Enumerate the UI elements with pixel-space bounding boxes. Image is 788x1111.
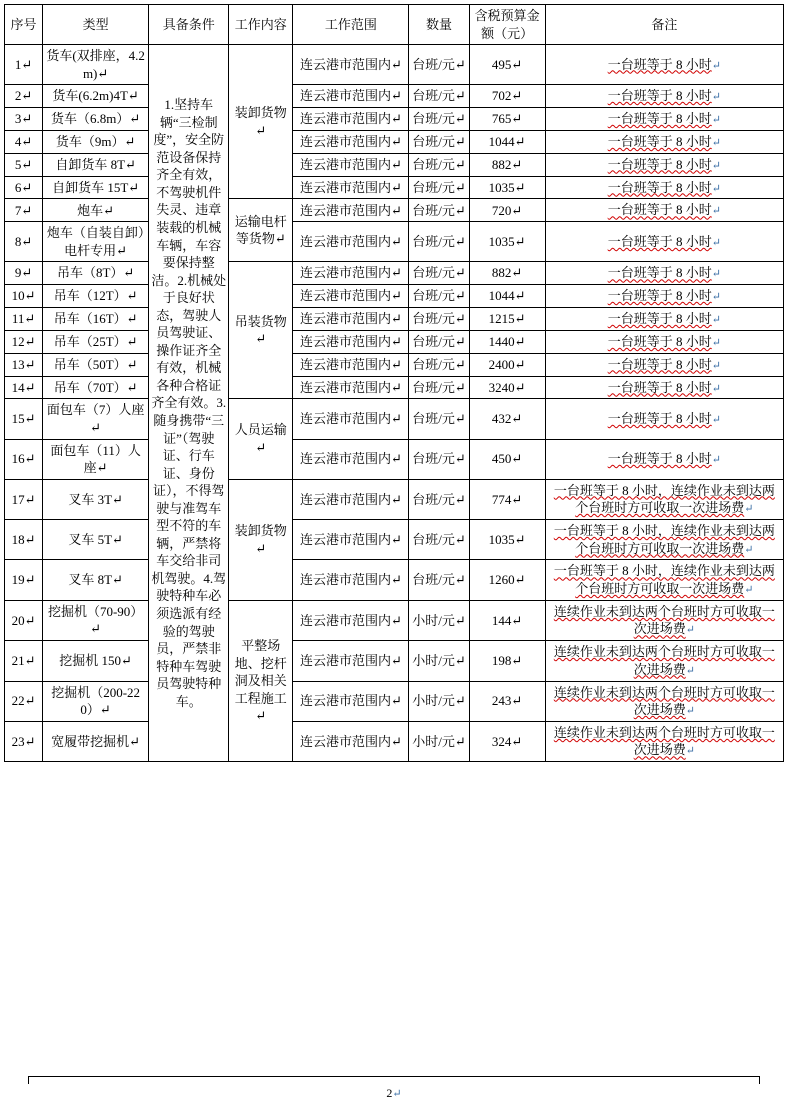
remark-text: 一台班等于 8 小时 [607,56,712,72]
cell-remark [545,600,783,640]
cell-amount: 198↵ [469,641,545,681]
cell-remark [545,353,783,376]
cell-quantity: 台班/元↵ [409,308,469,331]
cell-work-scope: 连云港市范围内↵ [293,330,409,353]
cell-quantity: 台班/元↵ [409,285,469,308]
cell-work-scope: 连云港市范围内↵ [293,85,409,108]
pilcrow-mark: ↵ [711,236,721,249]
table-row [5,330,784,353]
cell-quantity: 台班/元↵ [409,222,469,262]
cell-work-scope: 连云港市范围内↵ [293,681,409,721]
cell-amount: 1440↵ [469,330,545,353]
cell-work-scope: 连云港市范围内↵ [293,285,409,308]
cell-remark [545,285,783,308]
header-cell-work-scope: 工作范围 [293,5,409,45]
table-row [5,45,784,85]
cell-no: 6↵ [5,176,43,199]
remark-text: 一台班等于 8 小时 [607,379,712,395]
remark-text: 一台班等于 8 小时 [607,156,712,172]
table-row [5,222,784,262]
table-row [5,681,784,721]
remark-text: 一台班等于 8 小时 [607,111,712,127]
cell-amount: 1044↵ [469,285,545,308]
cell-amount: 765↵ [469,108,545,131]
cell-type: 吊车（25T）↵ [43,330,149,353]
header-cell-no: 序号 [5,5,43,45]
cell-remark [545,681,783,721]
cell-quantity: 台班/元↵ [409,176,469,199]
cell-work-scope: 连云港市范围内↵ [293,353,409,376]
remark-text: 一台班等于 8 小时 [607,133,712,149]
table-row [5,199,784,222]
cell-work-content: 运输电杆等货物↵ [229,199,293,262]
pilcrow-mark: ↵ [711,336,721,349]
cell-work-content: 吊装货物↵ [229,262,293,399]
cell-no: 10↵ [5,285,43,308]
cell-no: 20↵ [5,600,43,640]
cell-work-scope: 连云港市范围内↵ [293,721,409,761]
cell-type: 炮车（自装自卸）电杆专用↵ [43,222,149,262]
cell-type: 吊车（16T）↵ [43,308,149,331]
cell-work-scope: 连云港市范围内↵ [293,600,409,640]
table-row [5,85,784,108]
cell-work-scope: 连云港市范围内↵ [293,222,409,262]
cell-type: 货车(6.2m)4T↵ [43,85,149,108]
pilcrow-mark: ↵ [711,359,721,372]
table-row [5,376,784,399]
table-row [5,108,784,131]
cell-amount: 720↵ [469,199,545,222]
pilcrow-mark: ↵ [711,205,721,218]
cell-quantity: 台班/元↵ [409,519,469,559]
cell-no: 14↵ [5,376,43,399]
remark-text: 一台班等于 8 小时 [607,202,712,218]
cell-no: 22↵ [5,681,43,721]
cell-quantity: 台班/元↵ [409,330,469,353]
pilcrow-mark: ↵ [711,314,721,327]
cell-type: 货车（9m）↵ [43,130,149,153]
cell-quantity: 台班/元↵ [409,45,469,85]
header-cell-remark: 备注 [545,5,783,45]
cell-amount: 1035↵ [469,222,545,262]
remark-text: 一台班等于 8 小时 [607,265,712,281]
remark-text: 连续作业未到达两个台班时方可收取一次进场费 [553,644,775,677]
cell-type: 炮车↵ [43,199,149,222]
pilcrow-mark: ↵ [711,59,721,72]
cell-work-scope: 连云港市范围内↵ [293,108,409,131]
cell-no: 21↵ [5,641,43,681]
cell-no: 9↵ [5,262,43,285]
cell-work-scope: 连云港市范围内↵ [293,199,409,222]
pilcrow-mark: ↵ [711,382,721,395]
header-cell-work-content: 工作内容 [229,5,293,45]
remark-text: 连续作业未到达两个台班时方可收取一次进场费 [553,603,775,637]
cell-no: 7↵ [5,199,43,222]
pilcrow-mark: ↵ [711,291,721,304]
table-row [5,130,784,153]
cell-work-content: 人员运输↵ [229,399,293,479]
cell-type: 叉车 5T↵ [43,519,149,559]
table-row [5,641,784,681]
cell-amount: 450↵ [469,439,545,479]
cell-amount: 495↵ [469,45,545,85]
cell-remark [545,721,783,761]
page-footer [0,1086,788,1101]
cell-remark [545,85,783,108]
pilcrow-mark: ↵ [744,503,754,516]
cell-quantity: 小时/元↵ [409,721,469,761]
cell-remark [545,262,783,285]
table-row [5,353,784,376]
cell-amount: 2400↵ [469,353,545,376]
cell-remark [545,376,783,399]
cell-amount: 144↵ [469,600,545,640]
cell-remark [545,176,783,199]
cell-remark [545,439,783,479]
remark-text: 一台班等于 8 小时 [607,311,712,327]
table-row [5,560,784,600]
table-row [5,262,784,285]
cell-amount: 774↵ [469,479,545,519]
cell-remark [545,222,783,262]
cell-no: 8↵ [5,222,43,262]
cell-work-scope: 连云港市范围内↵ [293,45,409,85]
cell-quantity: 台班/元↵ [409,108,469,131]
table-row [5,285,784,308]
pilcrow-mark: ↵ [711,159,721,172]
table-row [5,176,784,199]
cell-quantity: 台班/元↵ [409,153,469,176]
cell-work-content: 装卸货物↵ [229,45,293,199]
pilcrow-mark: ↵ [711,414,721,427]
equipment-price-table [4,4,784,762]
cell-quantity: 小时/元↵ [409,641,469,681]
cell-no: 23↵ [5,721,43,761]
cell-type: 面包车（11）人座↵ [43,439,149,479]
cell-amount: 702↵ [469,85,545,108]
remark-text: 一台班等于 8 小时，连续作业未到达两个台班时方可收取一次进场费 [553,522,775,556]
cell-conditions: 1.坚持车辆“三检制度”，安全防范设备保持齐全有效，不驾驶机件失灵、违章装载的机械车辆，车容要保持整洁。2.机械处于良好状态，驾驶人员驾驶证、操作证齐全有效，机械各种合格证齐全有效。3.随身携带“三证”（驾驶证、行车证、身份证），不得驾驶与准驾车型不符的车辆，严禁将车交给非司机驾驶。4.驾驶特种车必须选派有经验的驾驶员，严禁非特种车驾驶员驾驶特种车。 [149,45,229,762]
cell-type: 货车（6.8m）↵ [43,108,149,131]
pilcrow-mark: ↵ [685,745,695,758]
remark-text: 一台班等于 8 小时 [607,356,712,372]
cell-work-scope: 连云港市范围内↵ [293,641,409,681]
table-row [5,399,784,439]
header-cell-quantity: 数量 [409,5,469,45]
cell-amount: 324↵ [469,721,545,761]
cell-no: 5↵ [5,153,43,176]
cell-type: 吊车（12T）↵ [43,285,149,308]
cell-quantity: 台班/元↵ [409,479,469,519]
cell-remark [545,519,783,559]
table-row [5,600,784,640]
cell-amount: 882↵ [469,153,545,176]
pilcrow-mark: ↵ [711,114,721,127]
cell-work-scope: 连云港市范围内↵ [293,308,409,331]
cell-work-scope: 连云港市范围内↵ [293,399,409,439]
table-row [5,153,784,176]
cell-type: 吊车（50T）↵ [43,353,149,376]
cell-work-scope: 连云港市范围内↵ [293,153,409,176]
cell-work-content: 装卸货物↵ [229,479,293,600]
cell-no: 3↵ [5,108,43,131]
cell-amount: 882↵ [469,262,545,285]
cell-amount: 1260↵ [469,560,545,600]
cell-no: 2↵ [5,85,43,108]
pilcrow-mark: ↵ [744,543,754,556]
cell-work-scope: 连云港市范围内↵ [293,262,409,285]
cell-amount: 1044↵ [469,130,545,153]
cell-quantity: 台班/元↵ [409,399,469,439]
header-cell-amount: 含税预算金额（元） [469,5,545,45]
cell-quantity: 台班/元↵ [409,376,469,399]
cell-no: 15↵ [5,399,43,439]
remark-text: 一台班等于 8 小时，连续作业未到达两个台班时方可收取一次进场费 [553,563,775,596]
cell-remark [545,199,783,222]
cell-no: 18↵ [5,519,43,559]
remark-text: 一台班等于 8 小时 [607,179,712,195]
cell-amount: 243↵ [469,681,545,721]
cell-type: 货车(双排座，4.2m)↵ [43,45,149,85]
cell-work-scope: 连云港市范围内↵ [293,439,409,479]
cell-no: 11↵ [5,308,43,331]
table-row [5,721,784,761]
cell-no: 19↵ [5,560,43,600]
cell-type: 面包车（7）人座↵ [43,399,149,439]
remark-text: 一台班等于 8 小时 [607,288,712,304]
cell-no: 16↵ [5,439,43,479]
cell-quantity: 小时/元↵ [409,600,469,640]
remark-text: 一台班等于 8 小时，连续作业未到达两个台班时方可收取一次进场费 [553,482,775,516]
cell-work-scope: 连云港市范围内↵ [293,479,409,519]
remark-text: 一台班等于 8 小时 [607,233,712,249]
cell-remark [545,308,783,331]
remark-text: 一台班等于 8 小时 [607,411,712,427]
cell-type: 吊车（8T）↵ [43,262,149,285]
cell-amount: 3240↵ [469,376,545,399]
table-row [5,519,784,559]
cell-work-scope: 连云港市范围内↵ [293,376,409,399]
cell-no: 1↵ [5,45,43,85]
cell-remark [545,641,783,681]
pilcrow-mark: ↵ [685,705,695,718]
cell-remark [545,153,783,176]
cell-amount: 1035↵ [469,176,545,199]
remark-text: 连续作业未到达两个台班时方可收取一次进场费 [553,684,775,718]
cell-amount: 432↵ [469,399,545,439]
cell-type: 吊车（70T）↵ [43,376,149,399]
cell-amount: 1215↵ [469,308,545,331]
cell-type: 叉车 8T↵ [43,560,149,600]
page-number: 2 [386,1086,393,1100]
table-row [5,479,784,519]
cell-remark [545,330,783,353]
cell-type: 挖掘机 150↵ [43,641,149,681]
cell-quantity: 台班/元↵ [409,85,469,108]
table-row [5,439,784,479]
cell-quantity: 台班/元↵ [409,199,469,222]
table-row [5,308,784,331]
cell-remark [545,45,783,85]
table-header-row [5,5,784,45]
cell-remark [545,399,783,439]
cell-type: 挖掘机（70-90）↵ [43,600,149,640]
pilcrow-mark: ↵ [711,182,721,195]
cell-type: 叉车 3T↵ [43,479,149,519]
cell-quantity: 台班/元↵ [409,130,469,153]
remark-text: 一台班等于 8 小时 [607,88,712,104]
table-body [5,45,784,762]
header-cell-condition: 具备条件 [149,5,229,45]
cell-no: 17↵ [5,479,43,519]
cell-work-scope: 连云港市范围内↵ [293,519,409,559]
pilcrow-mark: ↵ [711,136,721,149]
pilcrow-mark: ↵ [685,624,695,637]
footer-rule [28,1076,760,1077]
cell-type: 宽履带挖掘机↵ [43,721,149,761]
cell-work-content: 平整场地、挖杆洞及相关工程施工↵ [229,600,293,762]
cell-quantity: 台班/元↵ [409,560,469,600]
remark-text: 一台班等于 8 小时 [607,451,712,467]
pilcrow-mark: ↵ [744,583,754,596]
cell-remark [545,479,783,519]
cell-work-scope: 连云港市范围内↵ [293,130,409,153]
cell-no: 12↵ [5,330,43,353]
pilcrow-mark: ↵ [711,268,721,281]
cell-type: 自卸货车 15T↵ [43,176,149,199]
remark-text: 一台班等于 8 小时 [607,333,712,349]
cell-amount: 1035↵ [469,519,545,559]
cell-quantity: 小时/元↵ [409,681,469,721]
pilcrow-mark: ↵ [685,664,695,677]
cell-type: 挖掘机（200-220）↵ [43,681,149,721]
cell-quantity: 台班/元↵ [409,439,469,479]
header-cell-type: 类型 [43,5,149,45]
pilcrow-mark: ↵ [711,454,721,467]
cell-type: 自卸货车 8T↵ [43,153,149,176]
cell-work-scope: 连云港市范围内↵ [293,176,409,199]
remark-text: 连续作业未到达两个台班时方可收取一次进场费 [553,724,775,758]
cell-remark [545,130,783,153]
pilcrow-mark: ↵ [711,91,721,104]
pilcrow-mark: ↵ [392,1088,402,1100]
cell-no: 13↵ [5,353,43,376]
cell-work-scope: 连云港市范围内↵ [293,560,409,600]
cell-quantity: 台班/元↵ [409,353,469,376]
cell-quantity: 台班/元↵ [409,262,469,285]
cell-remark [545,108,783,131]
cell-remark [545,560,783,600]
cell-no: 4↵ [5,130,43,153]
